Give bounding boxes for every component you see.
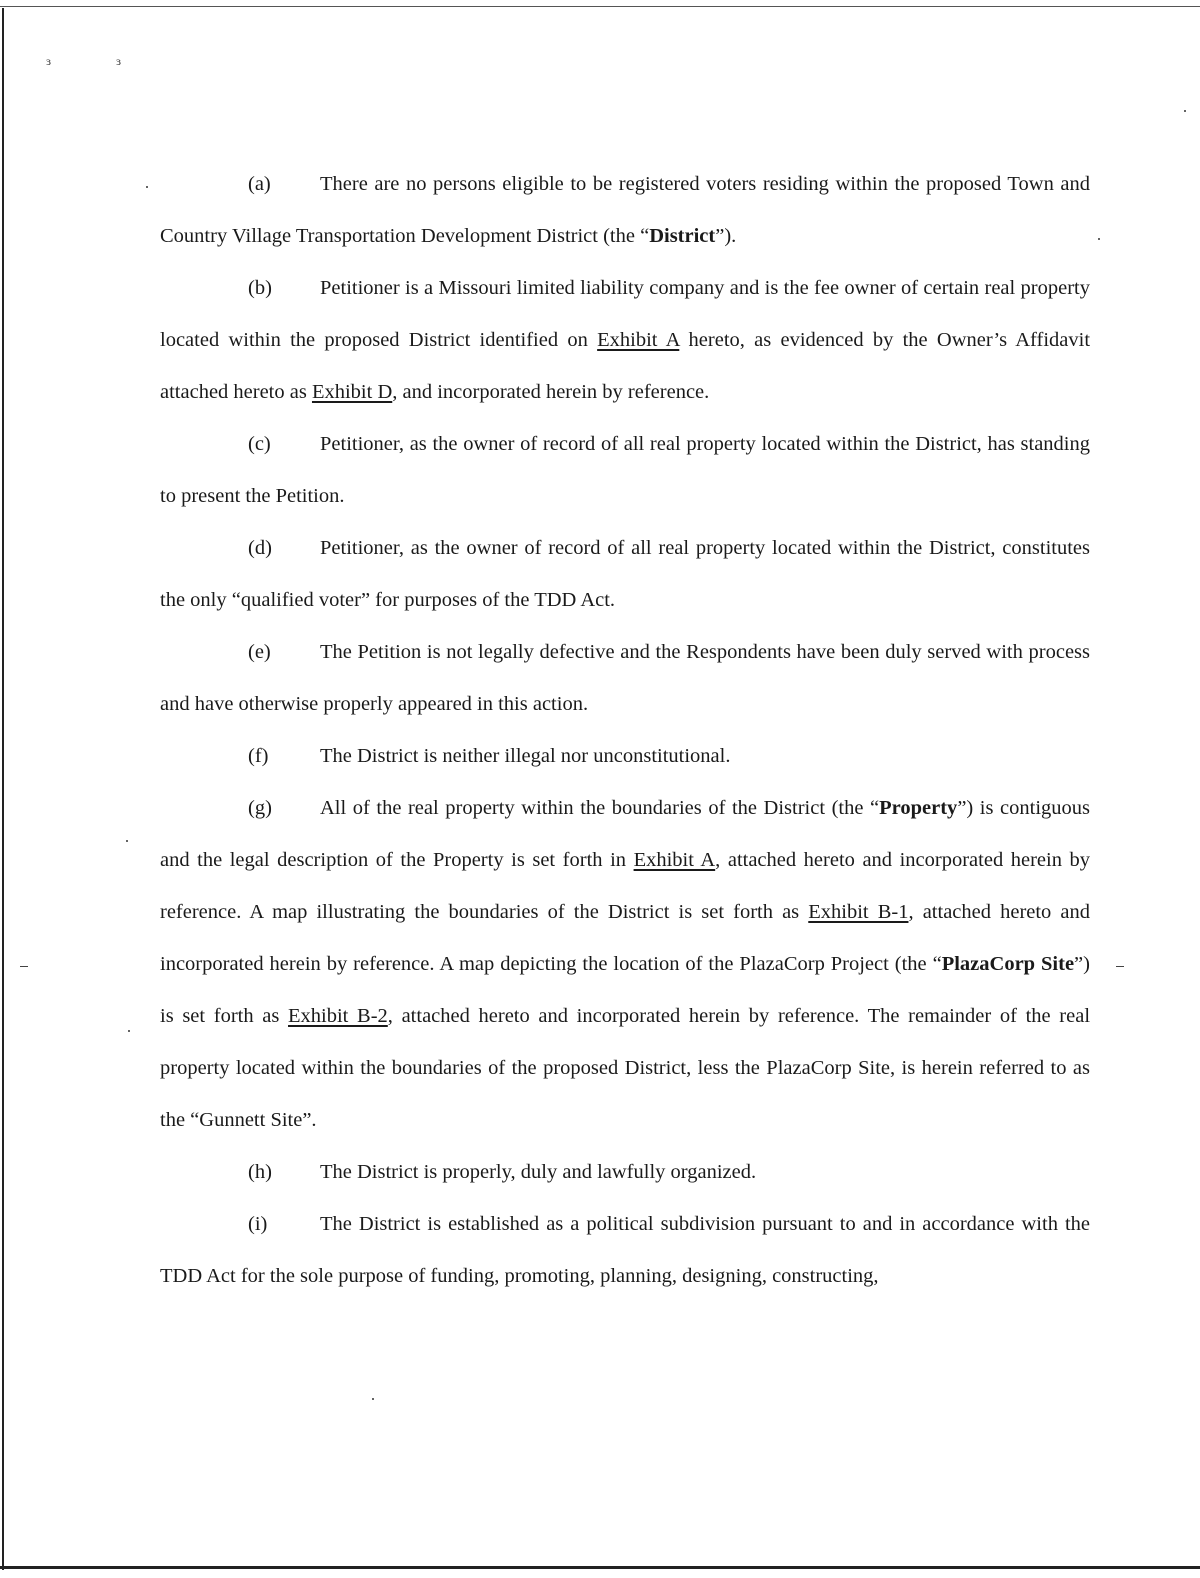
scan-speck: [128, 1030, 130, 1032]
scan-speck: [1098, 238, 1100, 240]
paragraph-text: , attached hereto and incorporated herein by reference. The remainder of the real property located within the boundaries of the proposed District, less the PlazaCorp Site, is herein referred to as the “Gunnett Site”.: [160, 1005, 1091, 1131]
paragraph: [160, 730, 1090, 782]
paragraph-text: , and incorporated herein by reference.: [392, 381, 710, 403]
paragraph: [160, 522, 1090, 626]
scan-speck: [1184, 110, 1186, 112]
paragraph: [160, 158, 1090, 262]
document-body: [160, 158, 1090, 1302]
scan-edge-top: [0, 6, 1200, 7]
paragraph-label: (g): [248, 797, 272, 819]
paragraph-label: (e): [248, 641, 271, 663]
paragraph-text: , attached hereto and incorporated herein by reference. A map illustrating the boundaries of the District is set forth as: [160, 849, 1091, 923]
exhibit-reference: Exhibit A: [633, 849, 716, 871]
paragraph-text: , attached hereto and incorporated herein by reference. A map depicting the location of the PlazaCorp Project (the “: [160, 901, 1091, 975]
scan-speck: [20, 966, 28, 967]
paragraph-text: Petitioner, as the owner of record of all real property located within the District, constitutes the only “qualified voter” for purposes of the TDD Act.: [160, 537, 1090, 611]
exhibit-reference: Exhibit A: [597, 329, 680, 351]
paragraph: [160, 782, 1090, 1146]
defined-term: District: [649, 225, 716, 247]
paragraph-label: (i): [248, 1213, 268, 1235]
scan-speck: [372, 1398, 374, 1400]
exhibit-reference: Exhibit D: [311, 381, 393, 403]
paragraph-text: All of the real property within the boundaries of the District (the “: [320, 797, 880, 819]
paragraph-label: (h): [248, 1161, 272, 1183]
scan-speck: [1116, 966, 1124, 967]
scan-speck: [146, 186, 148, 188]
paragraph: [160, 262, 1090, 418]
paragraph: [160, 1146, 1090, 1198]
exhibit-reference: Exhibit B-1: [808, 901, 909, 923]
exhibit-reference: Exhibit B-2: [288, 1005, 388, 1027]
scan-speck: [126, 840, 128, 842]
paragraph-text: ”) is set forth as: [160, 953, 1090, 1027]
paragraph-text: ”) is contiguous and the legal description of the Property is set forth in: [160, 797, 1090, 871]
paragraph-text: hereto, as evidenced by the Owner’s Affidavit attached hereto as: [160, 329, 1091, 403]
paragraph: [160, 418, 1090, 522]
scan-edge-bottom: [0, 1566, 1200, 1569]
paragraph-text: The District is neither illegal nor unconstitutional.: [320, 745, 731, 767]
paragraph-label: (b): [248, 277, 272, 299]
scan-artifact-mark: ɜ: [116, 54, 122, 68]
paragraph-label: (c): [248, 433, 271, 455]
paragraph-text: The District is properly, duly and lawfully organized.: [320, 1161, 757, 1183]
paragraph-text: There are no persons eligible to be registered voters residing within the proposed Town and Country Village Transportation Development District (the “: [160, 173, 1090, 247]
paragraph-text: The District is established as a political subdivision pursuant to and in accordance with the TDD Act for the sole purpose of funding, promoting, planning, designing, constructing,: [160, 1213, 1090, 1287]
defined-term: PlazaCorp Site: [941, 953, 1075, 975]
scan-artifact-mark: ɜ: [46, 54, 52, 68]
paragraph-label: (f): [248, 745, 269, 767]
paragraph-label: (a): [248, 173, 271, 195]
paragraph: [160, 626, 1090, 730]
paragraph-text: The Petition is not legally defective and the Respondents have been duly served with process and have otherwise properly appeared in this action.: [160, 641, 1090, 715]
paragraph: [160, 1198, 1090, 1302]
defined-term: Property: [879, 797, 958, 819]
scan-edge-left: [2, 8, 4, 1570]
paragraph-text: ”).: [715, 225, 737, 247]
paragraph-label: (d): [248, 537, 272, 559]
paragraph-text: Petitioner, as the owner of record of all real property located within the District, has standing to present the Petition.: [160, 433, 1090, 507]
paragraph-text: Petitioner is a Missouri limited liability company and is the fee owner of certain real property located within the proposed District identified on: [160, 277, 1090, 351]
